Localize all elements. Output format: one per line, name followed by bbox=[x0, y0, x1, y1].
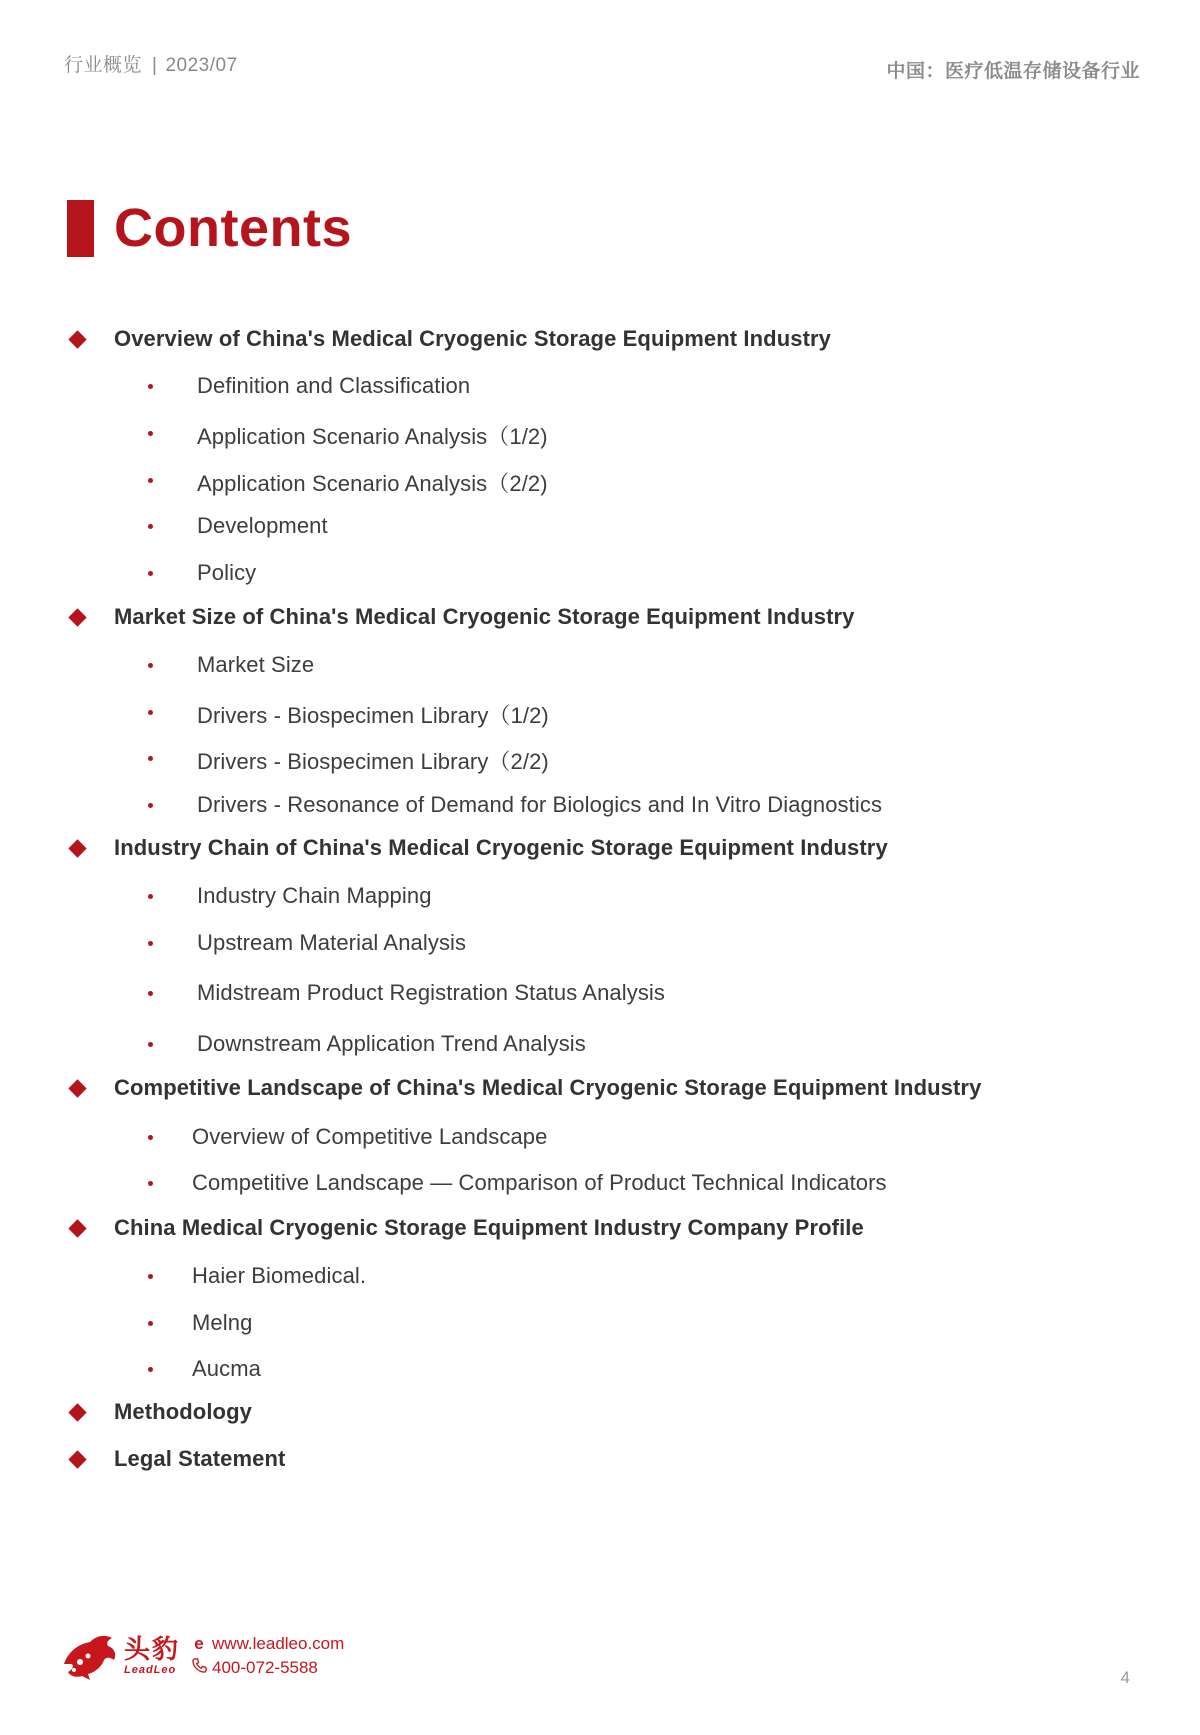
phone-text: 400-072-5588 bbox=[212, 1658, 318, 1677]
bullet-dot-icon bbox=[148, 941, 153, 946]
toc-item[interactable] bbox=[197, 980, 665, 1006]
toc-item[interactable] bbox=[197, 373, 470, 399]
toc-section-label: China Medical Cryogenic Storage Equipment Industry Company Profile bbox=[114, 1215, 864, 1240]
toc-item-label: Drivers - Biospecimen Library（1/2) bbox=[197, 703, 549, 728]
toc-item[interactable] bbox=[192, 1356, 261, 1382]
diamond-icon bbox=[68, 330, 86, 348]
toc-item-label: Drivers - Biospecimen Library（2/2) bbox=[197, 749, 549, 774]
brand-name-en: LeadLeo bbox=[124, 1664, 177, 1676]
toc-item[interactable] bbox=[192, 1310, 252, 1336]
toc-item[interactable] bbox=[197, 699, 549, 730]
toc-section-6[interactable] bbox=[114, 1399, 252, 1425]
toc-item[interactable] bbox=[197, 1031, 586, 1057]
website-text: www.leadleo.com bbox=[212, 1634, 345, 1653]
toc-item-label: Haier Biomedical. bbox=[192, 1263, 367, 1288]
toc-section-label: Competitive Landscape of China's Medical Cryogenic Storage Equipment Industry bbox=[114, 1075, 982, 1100]
bullet-dot-icon bbox=[148, 1135, 153, 1140]
toc-item[interactable] bbox=[197, 792, 882, 818]
header-category: 行业概览 bbox=[64, 55, 143, 76]
toc-item-label: Competitive Landscape — Comparison of Product Technical Indicators bbox=[192, 1170, 887, 1195]
bullet-dot-icon bbox=[148, 1367, 153, 1372]
diamond-icon bbox=[68, 1450, 86, 1468]
toc-item[interactable] bbox=[197, 467, 548, 498]
phone-line bbox=[190, 1656, 344, 1680]
bullet-dot-icon bbox=[148, 894, 153, 899]
bullet-dot-icon bbox=[148, 1321, 153, 1326]
toc-item[interactable] bbox=[192, 1170, 887, 1196]
toc-item[interactable] bbox=[192, 1263, 366, 1289]
bullet-dot-icon bbox=[148, 663, 153, 668]
toc-item-label: Upstream Material Analysis bbox=[197, 930, 467, 955]
diamond-icon bbox=[68, 608, 86, 626]
bullet-dot-icon bbox=[148, 710, 153, 715]
bullet-dot-icon bbox=[148, 431, 153, 436]
toc-section-7[interactable] bbox=[114, 1446, 285, 1472]
toc-item[interactable] bbox=[197, 513, 328, 539]
toc-item[interactable] bbox=[197, 652, 314, 678]
footer-brand bbox=[60, 1630, 344, 1682]
page-title: Contents bbox=[114, 198, 352, 258]
toc-item[interactable] bbox=[197, 930, 466, 956]
header-separator: | bbox=[152, 55, 158, 76]
toc-item-label: Application Scenario Analysis（2/2) bbox=[197, 471, 548, 496]
toc-section-2[interactable] bbox=[114, 604, 855, 630]
toc-item-label: Downstream Application Trend Analysis bbox=[197, 1031, 586, 1056]
toc-item-label: Drivers - Resonance of Demand for Biologics and In Vitro Diagnostics bbox=[197, 792, 883, 817]
toc-section-4[interactable] bbox=[114, 1075, 981, 1101]
diamond-icon bbox=[68, 1403, 86, 1421]
toc-item-label: Development bbox=[197, 513, 328, 538]
toc-section-3[interactable] bbox=[114, 835, 888, 861]
web-e-icon: e bbox=[194, 1634, 204, 1653]
toc-section-label: Market Size of China's Medical Cryogenic Storage Equipment Industry bbox=[114, 604, 855, 629]
phone-icon bbox=[190, 1656, 208, 1680]
contact-info bbox=[190, 1632, 344, 1680]
bullet-dot-icon bbox=[148, 1181, 153, 1186]
toc-item[interactable] bbox=[197, 883, 432, 909]
toc-item-label: Midstream Product Registration Status Analysis bbox=[197, 980, 666, 1005]
toc-item-label: Aucma bbox=[192, 1356, 261, 1381]
toc-section-label: Methodology bbox=[114, 1399, 252, 1424]
bullet-dot-icon bbox=[148, 756, 153, 761]
bullet-dot-icon bbox=[148, 571, 153, 576]
bullet-dot-icon bbox=[148, 1274, 153, 1279]
bullet-dot-icon bbox=[148, 1042, 153, 1047]
diamond-icon bbox=[68, 839, 86, 857]
toc-item-label: Melng bbox=[192, 1310, 253, 1335]
toc-section-1[interactable] bbox=[114, 326, 831, 352]
brand-name-cn: 头豹 bbox=[124, 1634, 181, 1664]
bullet-dot-icon bbox=[148, 478, 153, 483]
website-link[interactable] bbox=[190, 1632, 344, 1656]
toc-item-label: Industry Chain Mapping bbox=[197, 883, 432, 908]
toc-item[interactable] bbox=[197, 420, 548, 451]
bullet-dot-icon bbox=[148, 803, 153, 808]
bullet-dot-icon bbox=[148, 384, 153, 389]
brand-wordmark bbox=[124, 1635, 180, 1677]
header-date: 2023/07 bbox=[165, 55, 238, 76]
toc-section-5[interactable] bbox=[114, 1215, 864, 1241]
toc-section-label: Legal Statement bbox=[114, 1446, 286, 1471]
toc-item-label: Application Scenario Analysis（1/2) bbox=[197, 424, 548, 449]
toc-item-label: Definition and Classification bbox=[197, 373, 471, 398]
bullet-dot-icon bbox=[148, 991, 153, 996]
toc-item[interactable] bbox=[197, 745, 549, 776]
toc-section-label: Industry Chain of China's Medical Cryogenic Storage Equipment Industry bbox=[114, 835, 888, 860]
toc-item-label: Overview of Competitive Landscape bbox=[192, 1124, 548, 1149]
toc-item[interactable] bbox=[192, 1124, 547, 1150]
toc-item-label: Market Size bbox=[197, 652, 315, 677]
header-report-title: 中国：医疗低温存储设备行业 bbox=[886, 61, 1140, 82]
toc-section-label: Overview of China's Medical Cryogenic Storage Equipment Industry bbox=[114, 326, 832, 351]
bullet-dot-icon bbox=[148, 524, 153, 529]
toc-item-label: Policy bbox=[197, 560, 257, 585]
page-number: 4 bbox=[1120, 1668, 1130, 1687]
leopard-logo-icon bbox=[60, 1630, 118, 1682]
diamond-icon bbox=[68, 1219, 86, 1237]
diamond-icon bbox=[68, 1079, 86, 1097]
toc-item[interactable] bbox=[197, 560, 256, 586]
